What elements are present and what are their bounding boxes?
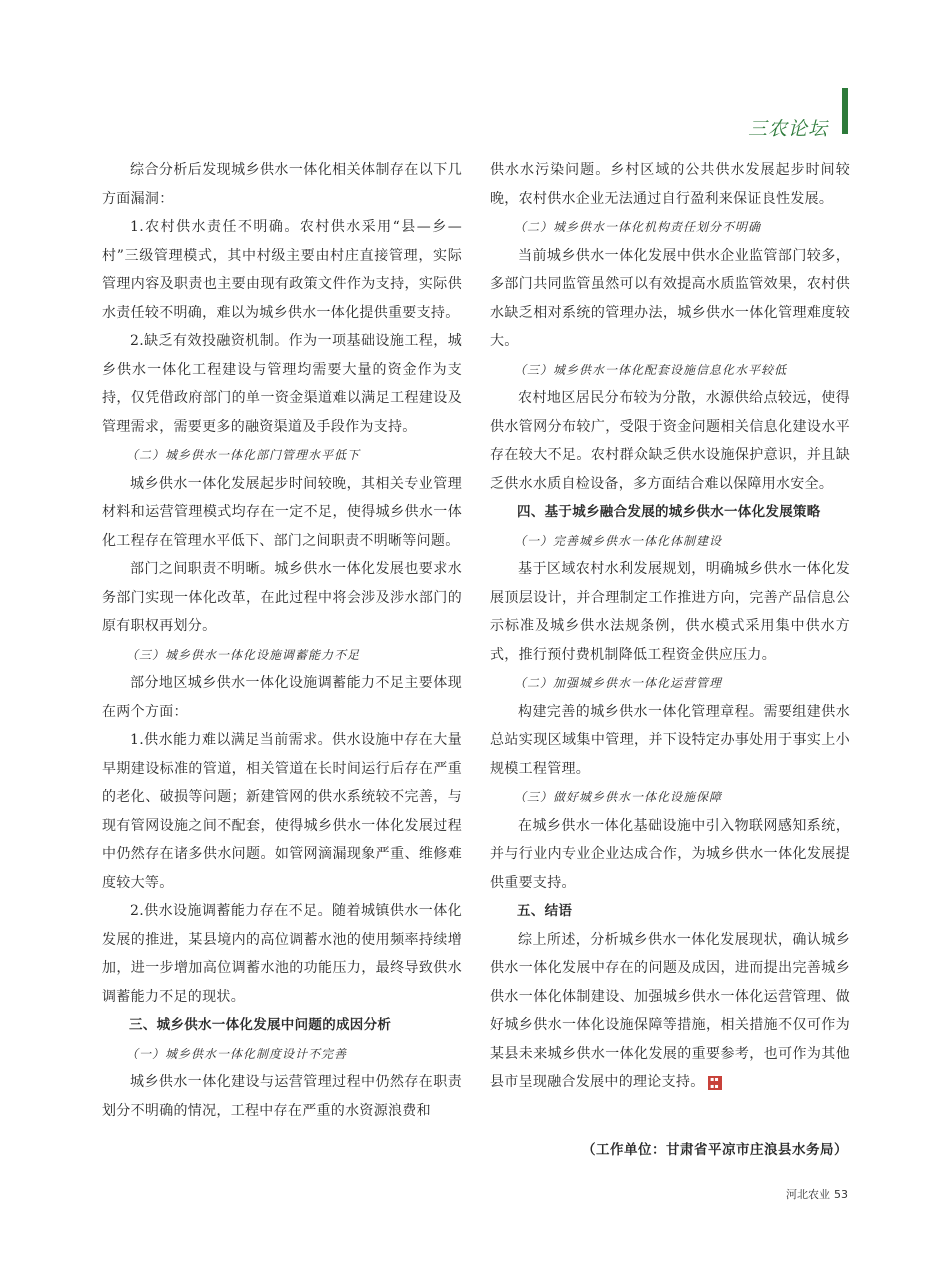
- subsection-heading: （二）城乡供水一体化机构责任划分不明确: [514, 220, 762, 234]
- left-column: [102, 156, 462, 1125]
- paragraph: 1.农村供水责任不明确。农村供水采用“县—乡—村”三级管理模式，其中村级主要由村庄直接管理，实际管理内容及职责也主要由现有政策文件作为支持，实际供水责任较不明确，难以为城乡供水一体化提供重要支持。: [102, 219, 462, 321]
- paragraph: 综合分析后发现城乡供水一体化相关体制存在以下几方面漏洞：: [102, 162, 462, 207]
- paragraph-continued: 供水水污染问题。乡村区域的公共供水发展起步时间较晚，农村供水企业无法通过自行盈利来保证良性发展。: [490, 162, 850, 207]
- paragraph: 农村地区居民分布较为分散，水源供给点较远，使得供水管网分布较广，受限于资金问题相关信息化建设水平存在较大不足。农村群众缺乏供水设施保护意识，并且缺乏供水水质自检设备，多方面结合难以保障用水安全。: [490, 390, 850, 492]
- subsection-heading: （一）完善城乡供水一体化体制建设: [514, 533, 723, 548]
- paragraph: 在城乡供水一体化基础设施中引入物联网感知系统，并与行业内专业企业达成合作，为城乡供水一体化发展提供重要支持。: [490, 817, 850, 891]
- section-heading: 四、基于城乡融合发展的城乡供水一体化发展策略: [517, 504, 821, 520]
- page-footer: [786, 1186, 848, 1202]
- paragraph-text: 综上所述，分析城乡供水一体化发展现状，确认城乡供水一体化发展中存在的问题及成因，进而提出完善城乡供水一体化体制建设、加强城乡供水一体化运营管理、做好城乡供水一体化设施保障等措施，相关措施不仅可作为某县未来城乡供水一体化发展的重要参考，也可作为其他县市呈现融合发展中的理论支持。: [490, 931, 850, 1090]
- section-heading: 三、城乡供水一体化发展中问题的成因分析: [129, 1017, 392, 1033]
- paragraph: 2.缺乏有效投融资机制。作为一项基础设施工程，城乡供水一体化工程建设与管理均需要大量的资金作为支持，仅凭借政府部门的单一资金渠道难以满足工程建设及管理需求，需要更多的融资渠道及手段作为支持。: [102, 333, 462, 435]
- subsection-heading: （三）城乡供水一体化设施调蓄能力不足: [126, 647, 361, 662]
- section-accent-bar: [842, 88, 848, 134]
- subsection-heading: （三）做好城乡供水一体化设施保障: [514, 790, 723, 804]
- paragraph: 1.供水能力难以满足当前需求。供水设施中存在大量早期建设标准的管道，相关管道在长时间运行后存在严重的老化、破损等问题；新建管网的供水系统较不完善，与现有管网设施之间不配套，使得城乡供水一体化发展过程中仍然存在诸多供水问题。如管网滴漏现象严重、维修难度较大等。: [102, 732, 462, 891]
- paragraph: 部分地区城乡供水一体化设施调蓄能力不足主要体现在两个方面：: [102, 675, 462, 720]
- paragraph: 构建完善的城乡供水一体化管理章程。需要组建供水总站实现区域集中管理，并下设特定办事处用于事实上小规模工程管理。: [490, 703, 850, 777]
- right-column: [490, 156, 850, 1097]
- paragraph: 城乡供水一体化建设与运营管理过程中仍然存在职责划分不明确的情况，工程中存在严重的水资源浪费和: [102, 1074, 462, 1119]
- author-affiliation: （工作单位：甘肃省平凉市庄浪县水务局）: [582, 1142, 848, 1158]
- page-number: 53: [834, 1188, 848, 1201]
- paragraph: 2.供水设施调蓄能力存在不足。随着城镇供水一体化发展的推进，某县境内的高位调蓄水池的使用频率持续增加，进一步增加高位调蓄水池的功能压力，最终导致供水调蓄能力不足的现状。: [102, 903, 462, 1005]
- paragraph: 部门之间职责不明晰。城乡供水一体化发展也要求水务部门实现一体化改革，在此过程中将会涉及涉水部门的原有职权再划分。: [102, 561, 462, 634]
- end-of-article-icon: ▪▪ ▪▪: [708, 1076, 722, 1090]
- subsection-heading: （一）城乡供水一体化制度设计不完善: [126, 1046, 348, 1061]
- subsection-heading: （三）城乡供水一体化配套设施信息化水平较低: [514, 362, 788, 377]
- paragraph-final: [490, 926, 850, 1097]
- subsection-heading: （二）加强城乡供水一体化运营管理: [514, 676, 723, 690]
- journal-name: 河北农业: [786, 1188, 830, 1201]
- section-title: 三农论坛: [747, 118, 828, 140]
- paragraph: 城乡供水一体化发展起步时间较晚，其相关专业管理材料和运营管理模式均存在一定不足，使得城乡供水一体化工程存在管理水平低下、部门之间职责不明晰等问题。: [102, 475, 462, 549]
- section-heading: 五、结语: [517, 903, 573, 919]
- subsection-heading: （二）城乡供水一体化部门管理水平低下: [126, 448, 361, 462]
- paragraph: 当前城乡供水一体化发展中供水企业监管部门较多，多部门共同监管虽然可以有效提高水质监管效果，农村供水缺乏相对系统的管理办法，城乡供水一体化管理难度较大。: [490, 247, 850, 349]
- paragraph: 基于区域农村水利发展规划，明确城乡供水一体化发展顶层设计，并合理制定工作推进方向，完善产品信息公示标准及城乡供水法规条例，供水模式采用集中供水方式，推行预付费机制降低工程资金供应压力。: [490, 561, 850, 663]
